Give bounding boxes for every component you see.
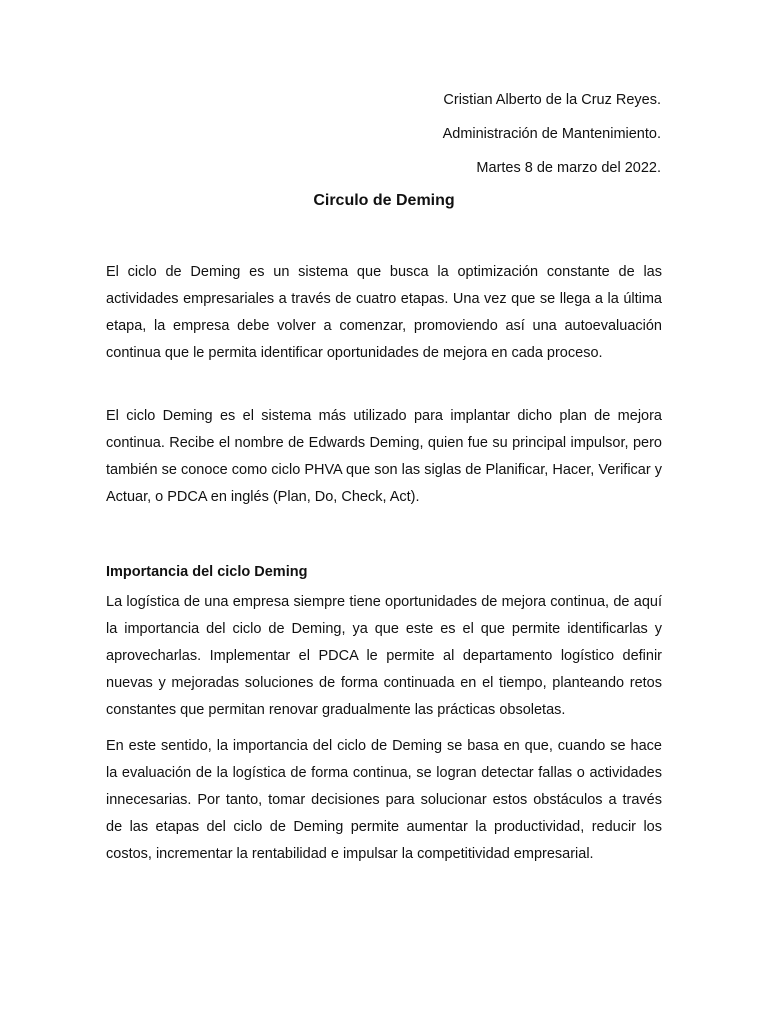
author-name: Cristian Alberto de la Cruz Reyes. — [443, 92, 661, 108]
section-paragraph-2: En este sentido, la importancia del ciclo de Deming se basa en que, cuando se hace la evaluación de la logística de forma continua, se logran detectar fallas o actividades innecesarias. Por tanto, tomar decisiones para solucionar estos obstáculos a través de las etapas del ciclo de Deming permite aumentar la productividad, reducir los costos, incrementar la rentabilidad e impulsar la competitividad empresarial. — [106, 738, 662, 862]
document-header — [443, 90, 661, 192]
intro-paragraph-1: El ciclo de Deming es un sistema que busca la optimización constante de las actividades empresariales a través de cuatro etapas. Una vez que se llega a la última etapa, la empresa debe volver a comenzar, promoviendo así una autoevaluación continua que le permita identificar oportunidades de mejora en cada proceso. — [106, 264, 662, 361]
course-name: Administración de Mantenimiento. — [442, 126, 661, 142]
document-title: Circulo de Deming — [313, 192, 455, 209]
document-date: Martes 8 de marzo del 2022. — [476, 160, 661, 176]
intro-paragraph-2: El ciclo Deming es el sistema más utilizado para implantar dicho plan de mejora continua. Recibe el nombre de Edwards Deming, quien fue su principal impulsor, pero también se conoce como ciclo PHVA que son las siglas de Planificar, Hacer, Verificar y Actuar, o PDCA en inglés (Plan, Do, Check, Act). — [106, 408, 662, 505]
section-paragraph-1: La logística de una empresa siempre tiene oportunidades de mejora continua, de aquí la importancia del ciclo de Deming, ya que este es el que permite identificarlas y aprovecharlas. Implementar el PDCA le permite al departamento logístico definir nuevas y mejoradas soluciones de forma continuada en el tiempo, planteando retos constantes que permitan renovar gradualmente las prácticas obsoletas. — [106, 594, 662, 718]
section-heading: Importancia del ciclo Deming — [106, 564, 308, 580]
